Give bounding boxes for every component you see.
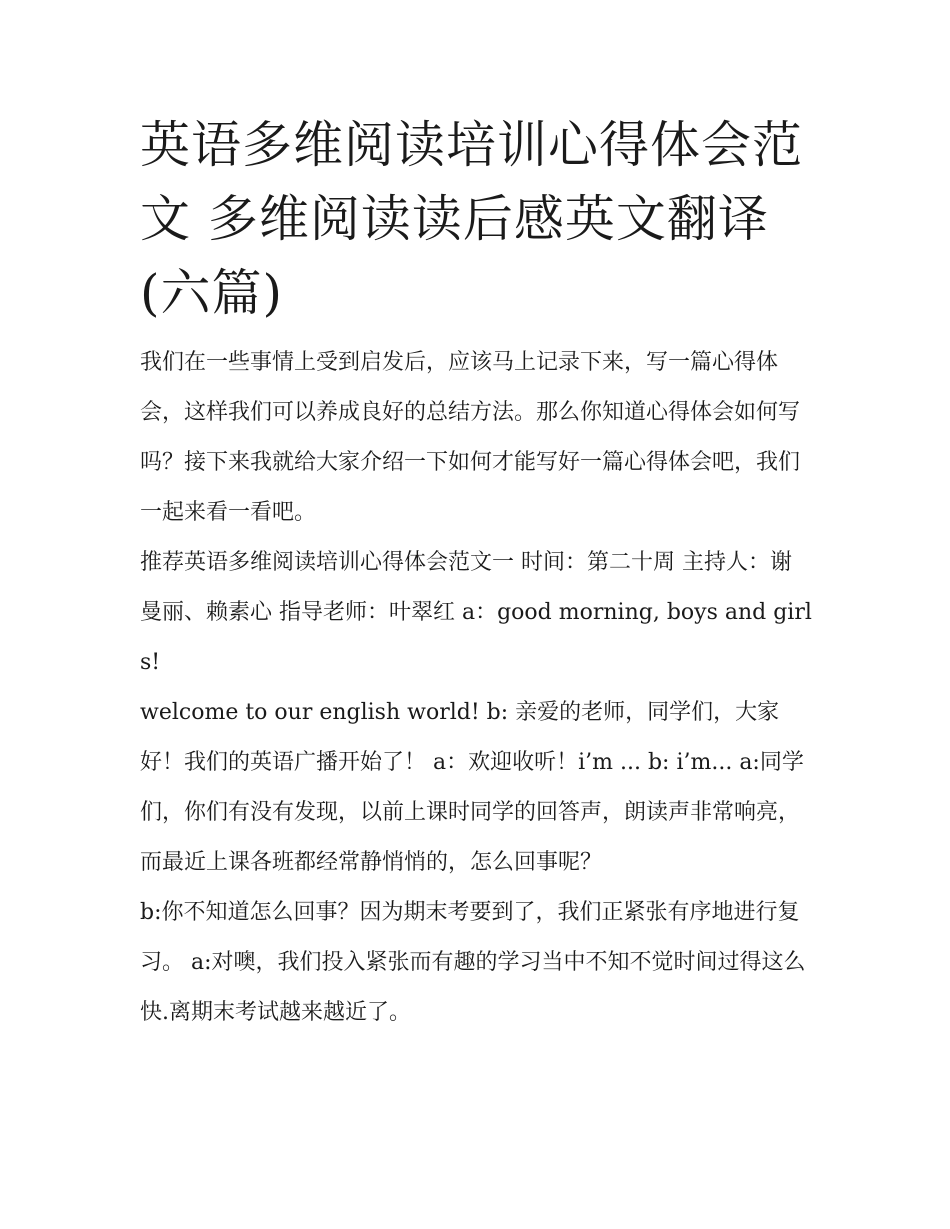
document-page — [140, 108, 812, 1038]
paragraph-intro: 我们在一些事情上受到启发后，应该马上记录下来，写一篇心得体会，这样我们可以养成良好的总结方法。那么你知道心得体会如何写吗？接下来我就给大家介绍一下如何才能写好一篇心得体会吧，我们一起来看一看吧。 — [140, 350, 801, 525]
paragraph-dialogue-2: b:你不知道怎么回事？因为期末考要到了，我们正紧张有序地进行复习。 a:对噢，我们投入紧张而有趣的学习当中不知不觉时间过得这么快.离期末考试越来越近了。 — [140, 900, 806, 1025]
document-title: 英语多维阅读培训心得体会范文 多维阅读读后感英文翻译(六篇) — [140, 116, 803, 322]
paragraph-program-info: 推荐英语多维阅读培训心得体会范文一 时间：第二十周 主持人：谢曼丽、赖素心 指导老师：叶翠红 a：good morning, boys and girls! — [140, 550, 812, 675]
document-body — [140, 338, 812, 1038]
paragraph-dialogue-1: welcome to our english world! b: 亲爱的老师，同学们，大家好！我们的英语广播开始了！ a：欢迎收听！i’m ... b: i’m... a:同学们，你们有没有发现，以前上课时同学的回答声，朗读声非常响亮，而最近上课各班都经常静悄悄的，怎么回事呢？ — [140, 700, 804, 875]
